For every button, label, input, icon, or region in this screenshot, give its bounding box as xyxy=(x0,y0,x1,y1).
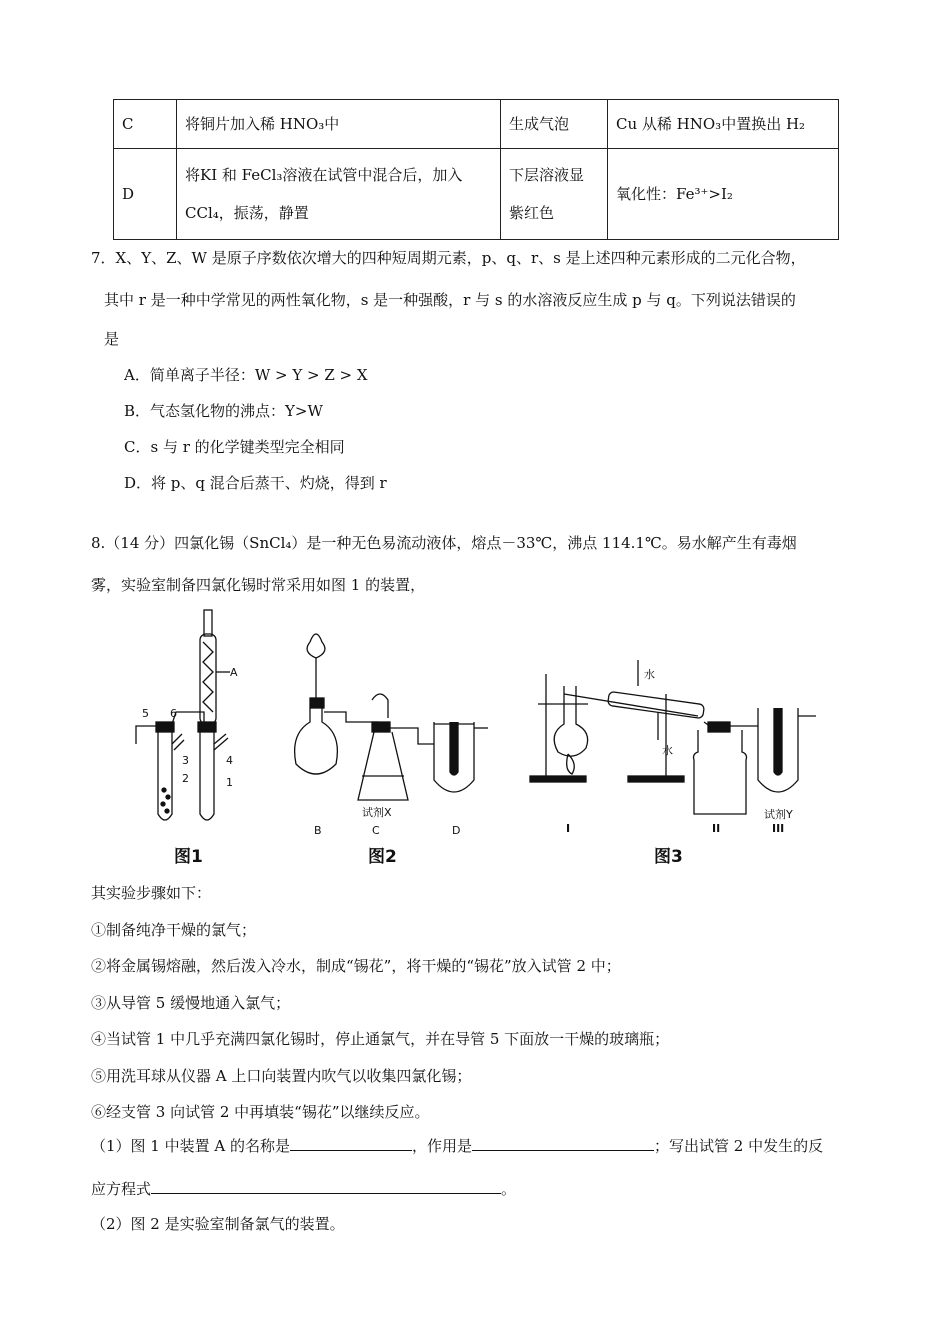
label-D: D xyxy=(452,824,461,837)
label-water-out: 水 xyxy=(662,744,673,757)
q7-stem-line: 7．X、Y、Z、W 是原子序数依次增大的四种短周期元素，p、q、r、s 是上述四种元素形成的二元化合物， xyxy=(91,249,806,267)
steps-intro: 其实验步骤如下： xyxy=(91,884,212,902)
step-3: ③从导管 5 缓慢地通入氯气； xyxy=(91,994,291,1012)
operation-cell xyxy=(177,149,501,240)
row-label: C xyxy=(114,100,177,149)
row-label: D xyxy=(114,149,177,240)
label-reagent-X: 试剂X xyxy=(362,806,392,819)
label-B: B xyxy=(314,824,322,837)
label-3: 3 xyxy=(182,754,189,767)
label-1: 1 xyxy=(226,776,233,789)
q7-option-b: B．气态氢化物的沸点：Y>W xyxy=(124,402,323,420)
table-row xyxy=(114,100,839,149)
fig2-caption: 图2 xyxy=(368,847,397,867)
label-II: II xyxy=(712,822,721,835)
q8-stem-line: 8.（14 分）四氯化锡（SnCl₄）是一种无色易流动液体，熔点－33℃，沸点 114.1℃。易水解产生有毒烟 xyxy=(91,534,797,552)
step-1: ①制备纯净干燥的氯气； xyxy=(91,921,257,939)
figure-2-apparatus xyxy=(295,634,488,800)
answer-blank[interactable] xyxy=(290,1136,412,1151)
label-2: 2 xyxy=(182,772,189,785)
experiment-table xyxy=(113,99,839,240)
phenomenon-cell xyxy=(501,149,608,240)
operation-line: CCl₄，振荡，静置 xyxy=(185,204,309,222)
table-row xyxy=(114,149,839,240)
label-5: 5 xyxy=(142,707,149,720)
answer-blank[interactable] xyxy=(151,1179,501,1194)
conclusion-cell: Cu 从稀 HNO₃中置换出 H₂ xyxy=(608,100,839,149)
label-A: A xyxy=(230,666,238,679)
label-reagent-Y: 试剂Y xyxy=(764,808,793,821)
label-water-in: 水 xyxy=(644,668,655,681)
operation-cell: 将铜片加入稀 HNO₃中 xyxy=(177,100,501,149)
figure-3-apparatus xyxy=(530,660,816,814)
conclusion-cell: 氧化性：Fe³⁺>I₂ xyxy=(608,149,839,240)
q7-stem-line: 其中 r 是一种中学常见的两性氧化物，s 是一种强酸，r 与 s 的水溶液反应生成 p 与 q。下列说法错误的 xyxy=(104,291,796,309)
sub-question-1 xyxy=(91,1136,823,1156)
label-4: 4 xyxy=(226,754,233,767)
q7-stem-line: 是 xyxy=(104,330,120,348)
q7-option-c: C．s 与 r 的化学键类型完全相同 xyxy=(124,438,345,456)
label-6: 6 xyxy=(170,707,177,720)
sub-question-2: （2）图 2 是实验室制备氯气的装置。 xyxy=(91,1215,345,1233)
label-III: III xyxy=(772,822,785,835)
step-2: ②将金属锡熔融，然后泼入冷水，制成“锡花”，将干燥的“锡花”放入试管 2 中； xyxy=(91,957,621,975)
phenomenon-line: 紫红色 xyxy=(509,204,555,222)
answer-blank[interactable] xyxy=(472,1136,654,1151)
q8-stem-line: 雾，实验室制备四氯化锡时常采用如图 1 的装置， xyxy=(91,576,426,594)
fig1-caption: 图1 xyxy=(174,847,203,867)
label-C: C xyxy=(372,824,380,837)
step-5: ⑤用洗耳球从仪器 A 上口向装置内吹气以收集四氯化锡； xyxy=(91,1067,472,1085)
fig3-caption: 图3 xyxy=(654,847,683,867)
q7-option-a: A．简单离子半径：W > Y > Z > X xyxy=(124,366,368,384)
phenomenon-line: 下层溶液显 xyxy=(509,166,585,184)
sub1-text: 应方程式 xyxy=(91,1180,152,1198)
label-I: I xyxy=(566,822,571,835)
figure-1-apparatus xyxy=(136,610,230,820)
operation-line: 将KI 和 FeCl₃溶液在试管中混合后，加入 xyxy=(185,166,463,184)
phenomenon-cell: 生成气泡 xyxy=(501,100,608,149)
apparatus-figure xyxy=(118,604,838,874)
sub-question-1-cont xyxy=(91,1179,516,1199)
step-6: ⑥经支管 3 向试管 2 中再填装“锡花”以继续反应。 xyxy=(91,1103,430,1121)
sub1-text: ；写出试管 2 中发生的反 xyxy=(654,1137,824,1155)
sub1-text: ，作用是 xyxy=(412,1137,473,1155)
q7-option-d: D．将 p、q 混合后蒸干、灼烧，得到 r xyxy=(124,474,387,492)
sub1-text: （1）图 1 中装置 A 的名称是 xyxy=(91,1137,290,1155)
sub1-text: 。 xyxy=(501,1180,517,1198)
step-4: ④当试管 1 中几乎充满四氯化锡时，停止通氯气，并在导管 5 下面放一干燥的玻璃瓶； xyxy=(91,1030,670,1048)
